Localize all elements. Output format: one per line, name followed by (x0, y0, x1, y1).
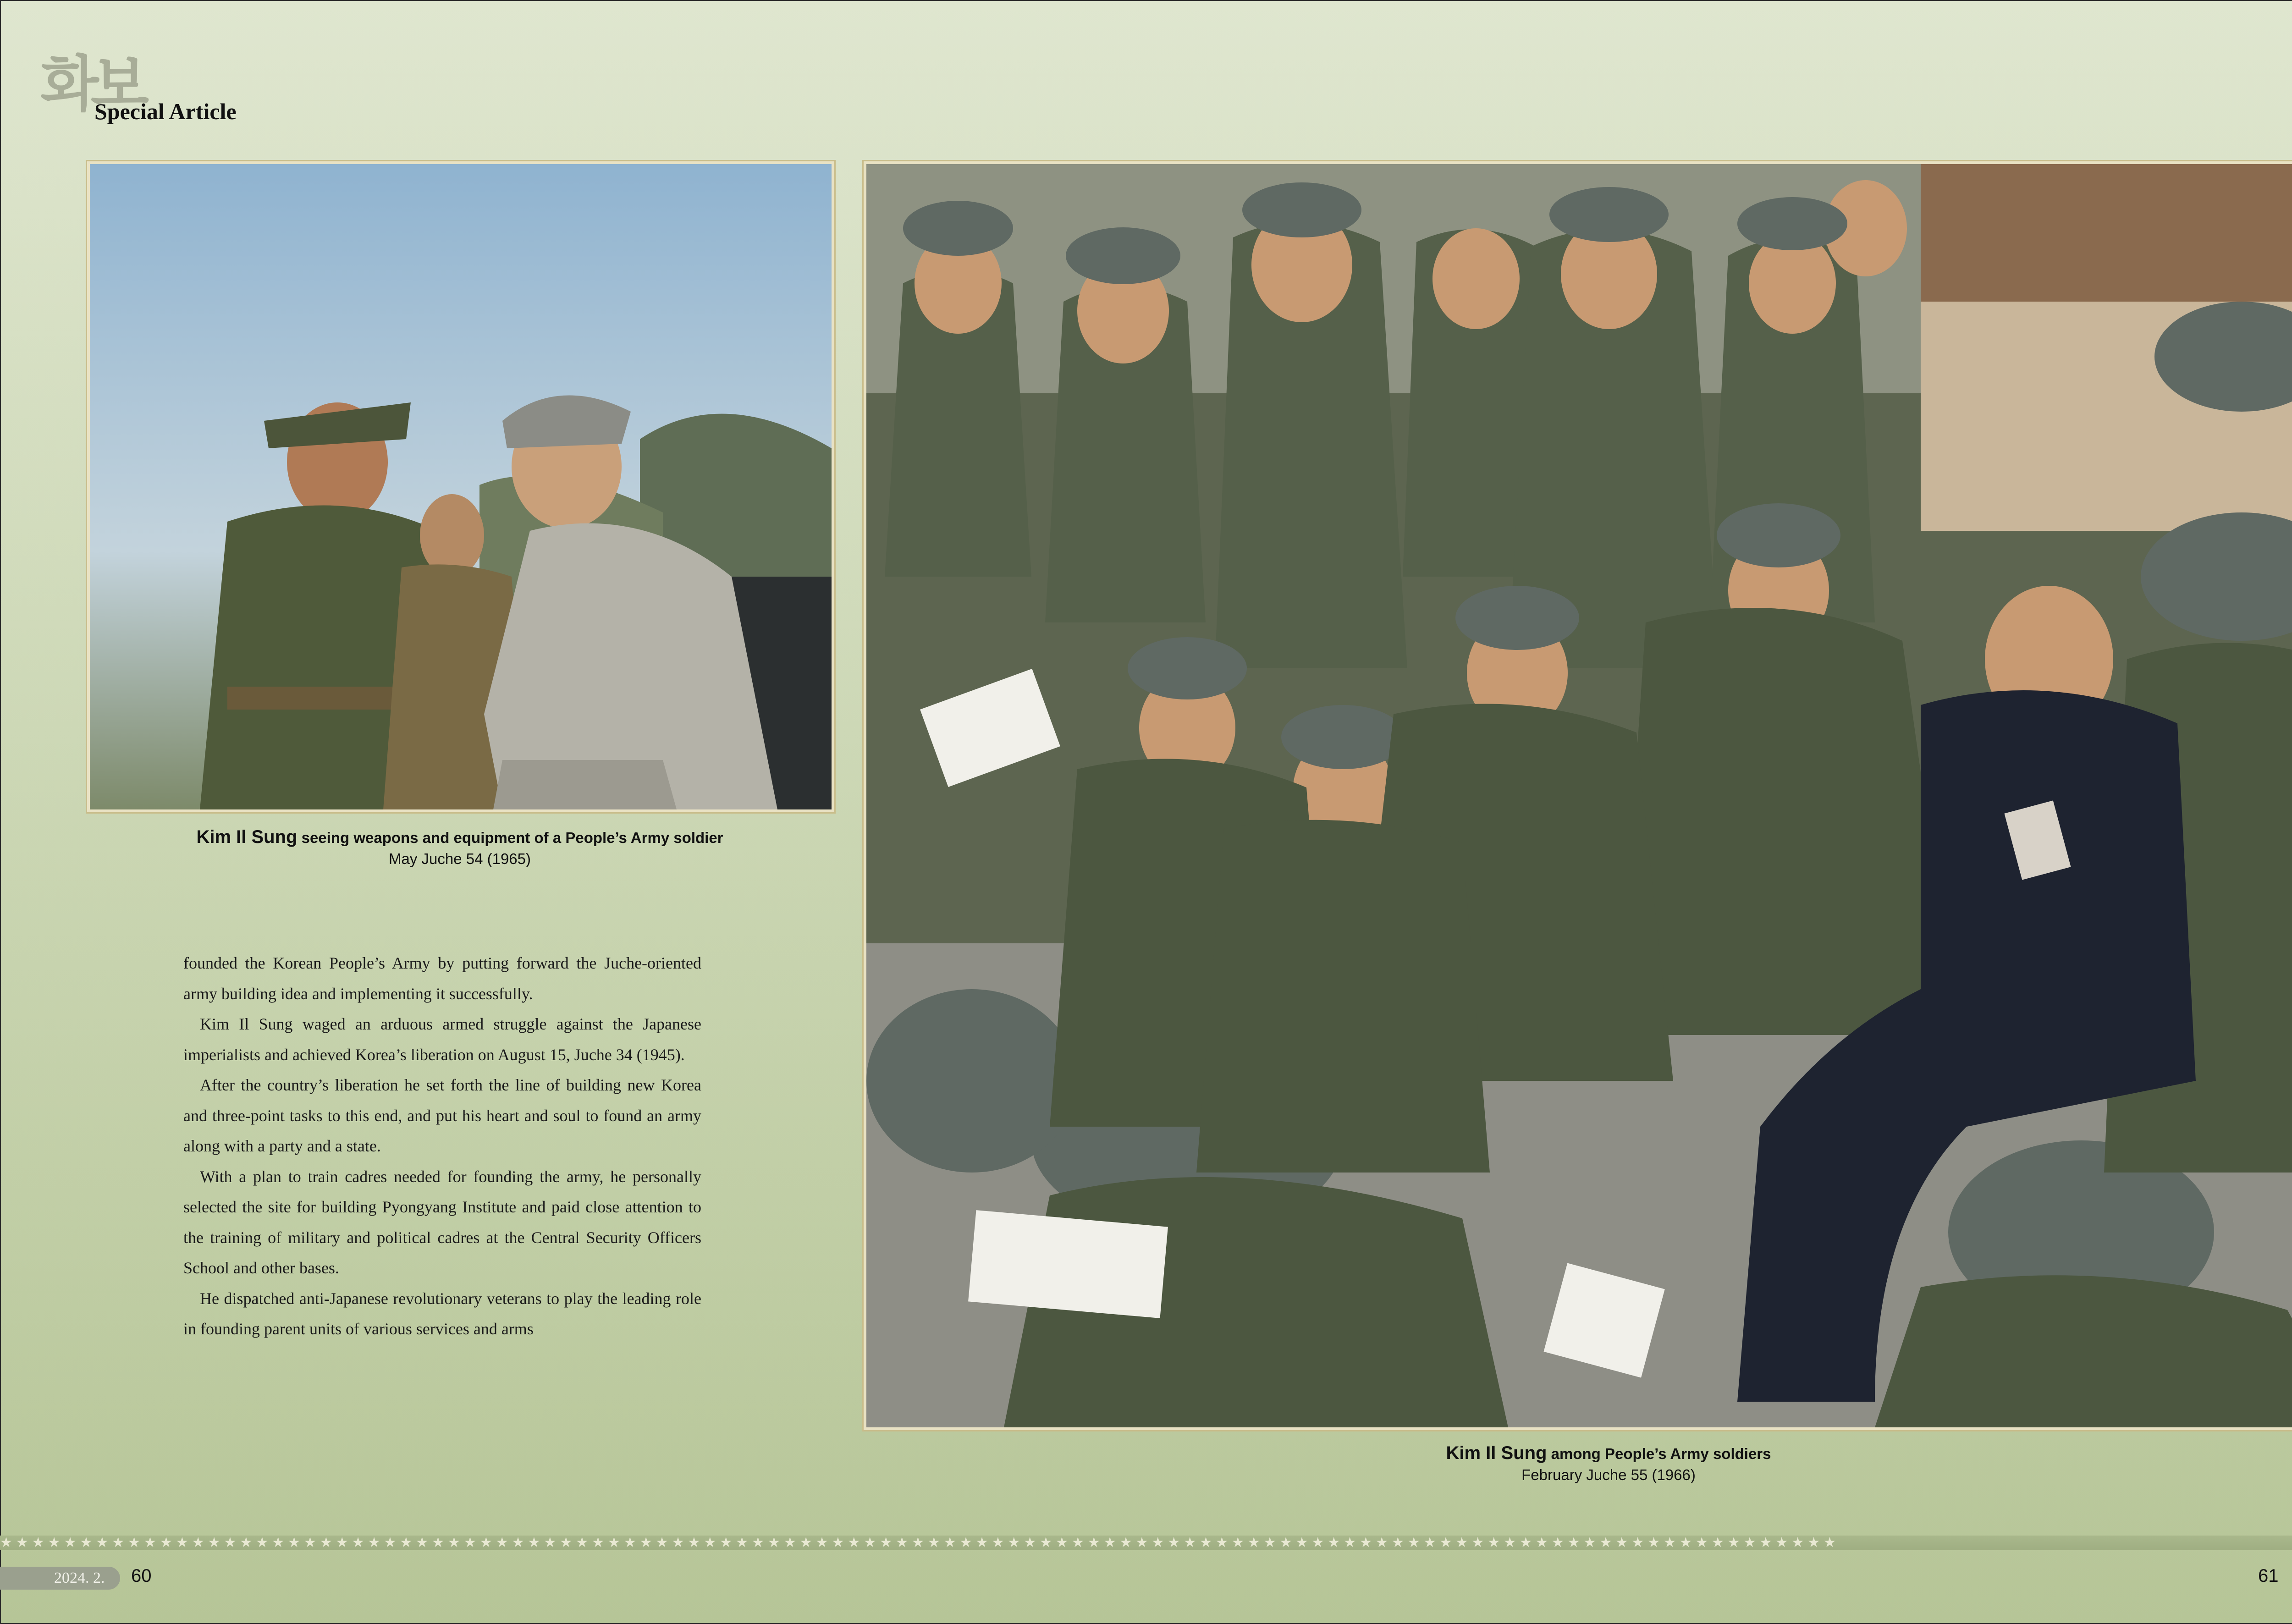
caption-left-photo (87, 827, 832, 868)
masthead (40, 49, 315, 132)
photo-weapons-inspection (87, 161, 834, 812)
caption-right-photo (864, 1443, 2292, 1484)
caption-right-date: February Juche 55 (1966) (1521, 1466, 1696, 1483)
page-number-left: 60 (131, 1566, 152, 1586)
article-body (183, 948, 701, 1344)
article-paragraph: With a plan to train cadres needed for founding the army, he personally selected the site for building Pyongyang Institute and paid close attention to the training of military and political cadres at the Central Security Officers School and other bases. (183, 1167, 701, 1277)
caption-right-name: Kim Il Sung (1446, 1443, 1547, 1463)
page-number-right: 61 (2258, 1566, 2279, 1586)
issue-date-left: 2024. 2. (0, 1567, 120, 1590)
caption-left-text: seeing weapons and equipment of a People’s Army soldier (297, 829, 723, 846)
photo-weapons-inspection-image (90, 164, 832, 809)
article-paragraph: After the country’s liberation he set forth the line of building new Korea and three-point tasks to this end, and put his heart and soul to found an army along with a party and a state. (183, 1076, 701, 1155)
article-paragraph: He dispatched anti-Japanese revolutionary veterans to play the leading role in founding parent units of various services and arms (183, 1289, 701, 1338)
article-paragraph: Kim Il Sung waged an arduous armed struggle against the Japanese imperialists and achieved Korea’s liberation on August 15, Juche 34 (1945). (183, 1015, 701, 1064)
caption-left-date: May Juche 54 (1965) (388, 850, 531, 867)
caption-right-text: among People’s Army soldiers (1547, 1445, 1771, 1462)
photo-among-soldiers (864, 161, 2292, 1430)
magazine-logo: 화보 (40, 49, 141, 120)
section-title: Special Article (94, 99, 237, 124)
caption-left-name: Kim Il Sung (196, 827, 298, 847)
star-border-decoration: ★★★★★★★★★★★★★★★★★★★★★★★★★★★★★★★★★★★★★★★★★★★★★★★★★★★★★★★★★★★★★★★★★★★★★★★★★★★★★★★★★★★★★★★★★★★★★★★★★★★★★★★★★★★★★★★★★★★ (0, 1536, 2292, 1550)
photo-among-soldiers-image (866, 164, 2292, 1427)
article-paragraph: founded the Korean People’s Army by putting forward the Juche-oriented army building idea and implementing it successfully. (183, 954, 701, 1003)
